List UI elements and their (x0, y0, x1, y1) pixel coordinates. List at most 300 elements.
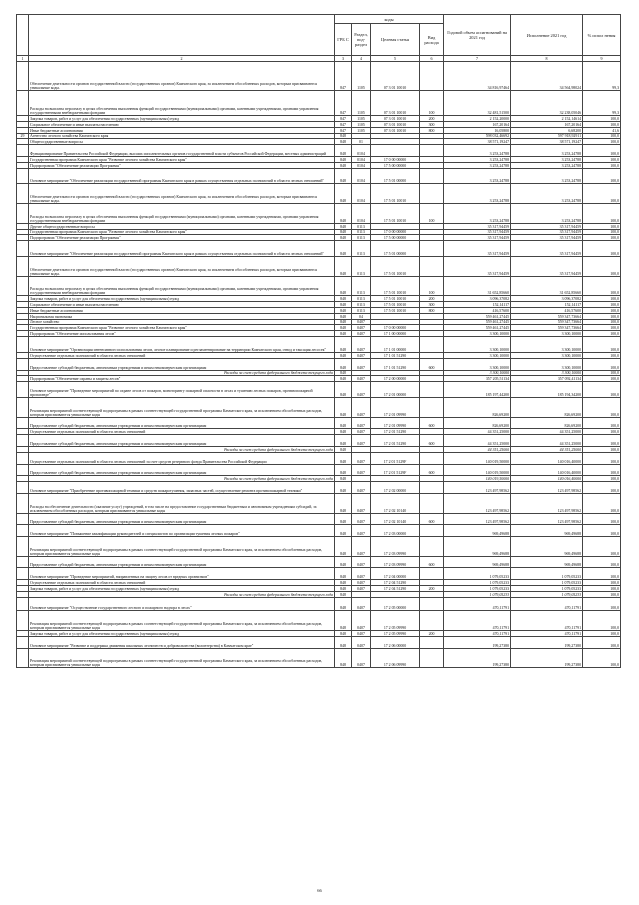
row-executed-amount: 199,27380 (511, 648, 583, 668)
row-number (17, 513, 29, 525)
row-execution-percent: 100,0 (583, 585, 621, 591)
row-execution-percent: 100,0 (583, 184, 621, 204)
row-planned-amount: 35 317,94459 (444, 229, 511, 235)
row-planned-amount: 123 497,98562 (444, 493, 511, 513)
column-number: 2 (29, 56, 335, 62)
row-execution-percent: 100,0 (583, 493, 621, 513)
row-expense-type (420, 382, 444, 398)
row-executed-amount: 35 317,94459 (511, 223, 583, 229)
row-execution-percent: 100,0 (583, 429, 621, 435)
row-planned-amount: 3 300,10000 (444, 331, 511, 337)
row-description: Осуществление отдельных полномочий в области лесных отношений (29, 352, 335, 358)
row-execution-percent: 100,0 (583, 464, 621, 476)
row-executed-amount: 1 079,05233 (511, 591, 583, 597)
row-executed-amount: 123 497,98562 (511, 493, 583, 513)
row-planned-amount: 199,27380 (444, 636, 511, 648)
row-section-code: 0407 (352, 568, 371, 580)
row-executed-amount: 3 253,24788 (511, 145, 583, 157)
row-expense-type (420, 537, 444, 557)
row-description: Подпрограмма "Обеспечение реализации Программы" (29, 162, 335, 168)
row-description: Закупка товаров, работ и услуг для обеспечения государственных (муниципальных) нужд (29, 631, 335, 637)
row-section-code: 0113 (352, 256, 371, 276)
row-grbs-code: 848 (335, 429, 352, 435)
row-number (17, 452, 29, 464)
table-row (17, 482, 621, 494)
row-grbs-code: 848 (335, 648, 352, 668)
row-execution-percent: 100,0 (583, 256, 621, 276)
row-description: Основное мероприятие "Повышение квалификации руководителей и специалистов по организации тушения лесных пожаров" (29, 525, 335, 537)
row-section-code: 0104 (352, 184, 371, 204)
row-execution-percent: 100,0 (583, 325, 621, 331)
row-planned-amount: 1 079,05233 (444, 591, 511, 597)
row-planned-amount: 3 253,24788 (444, 184, 511, 204)
row-execution-percent: 100,0 (583, 313, 621, 319)
row-number (17, 337, 29, 353)
row-executed-amount: 3 253,24788 (511, 168, 583, 184)
row-number (17, 493, 29, 513)
row-section-code: 0407 (352, 382, 371, 398)
row-grbs-code: 848 (335, 435, 352, 447)
row-section-code: 0407 (352, 429, 371, 435)
row-section-code: 0407 (352, 435, 371, 447)
row-section-code: 04 (352, 313, 371, 319)
row-number (17, 417, 29, 429)
row-section-code: 0113 (352, 301, 371, 307)
row-section-code: 0407 (352, 376, 371, 382)
row-target-code: 17 5 01 10010 (371, 301, 420, 307)
row-target-code: 17 2 03 09990 (371, 556, 420, 568)
row-section-code: 0407 (352, 525, 371, 537)
row-executed-amount: 140 016,40000 (511, 464, 583, 476)
row-target-code: 17 2 01 51290 (371, 429, 420, 435)
row-expense-type (420, 597, 444, 611)
row-executed-amount: 2 152,14614 (511, 115, 583, 121)
row-number (17, 91, 29, 116)
row-description: Основное мероприятие "Обеспечение реализации государственной программы Камчатского края в рамках осуществления отдельных полномочий в области лесных отношений" (29, 168, 335, 184)
row-grbs-code: 848 (335, 296, 352, 302)
row-planned-amount: 35 317,94459 (444, 223, 511, 229)
row-description: Государственная программа Камчатского края "Развитие лесного хозяйства Камчатского края" (29, 325, 335, 331)
row-grbs-code: 847 (335, 62, 352, 91)
row-section-code: 0407 (352, 464, 371, 476)
row-target-code: 17 5 01 10010 (371, 296, 420, 302)
row-number (17, 435, 29, 447)
row-execution-percent: 100,0 (583, 331, 621, 337)
row-planned-amount: 35 317,94459 (444, 256, 511, 276)
row-execution-percent: 100,0 (583, 223, 621, 229)
row-planned-amount: 3 253,24788 (444, 157, 511, 163)
row-grbs-code: 848 (335, 139, 352, 145)
row-section-code: 0407 (352, 352, 371, 358)
row-expense-type: 600 (420, 556, 444, 568)
row-grbs-code: 848 (335, 631, 352, 637)
row-expense-type (420, 568, 444, 580)
row-execution-percent: 100,0 (583, 337, 621, 353)
column-number: 4 (352, 56, 371, 62)
row-execution-percent: 100,0 (583, 636, 621, 648)
row-executed-amount: 38 571,19247 (511, 139, 583, 145)
table-row (17, 556, 621, 568)
row-grbs-code: 848 (335, 133, 352, 139)
row-execution-percent: 100,0 (583, 631, 621, 637)
row-section-code: 0407 (352, 482, 371, 494)
row-executed-amount: 3 253,24788 (511, 204, 583, 224)
row-target-code: 07 3 01 10010 (371, 91, 420, 116)
row-description: Расходы за счет средств федерального бюджета текущего года (29, 591, 335, 597)
row-section-code: 0407 (352, 636, 371, 648)
row-expense-type: 100 (420, 204, 444, 224)
row-grbs-code: 848 (335, 597, 352, 611)
row-grbs-code: 848 (335, 417, 352, 429)
row-section-code: 0104 (352, 204, 371, 224)
row-execution-percent: 100,0 (583, 145, 621, 157)
row-grbs-code: 848 (335, 313, 352, 319)
row-number (17, 482, 29, 494)
row-section-code: 0407 (352, 580, 371, 586)
row-execution-percent: 100,0 (583, 204, 621, 224)
row-grbs-code: 848 (335, 376, 352, 382)
row-execution-percent: 100,0 (583, 358, 621, 370)
row-execution-percent: 99,3 (583, 62, 621, 91)
table-row (17, 493, 621, 513)
row-planned-amount: 2 152,20000 (444, 115, 511, 121)
row-executed-amount: 559 347,73664 (511, 325, 583, 331)
row-target-code: 17 2 04 51290 (371, 580, 420, 586)
row-grbs-code: 847 (335, 115, 352, 121)
row-executed-amount: 969,49688 (511, 556, 583, 568)
header-type: Вид расхода (420, 24, 444, 56)
row-planned-amount: 3 300,10000 (444, 337, 511, 353)
row-section-code: 0113 (352, 229, 371, 235)
row-execution-percent: 100,0 (583, 307, 621, 313)
row-description: Обеспечение деятельности органов государственной власти (государственных органов) Камчатского края, за исключением обособленных расходов, которым присваиваются уникальные коды. (29, 184, 335, 204)
row-grbs-code: 848 (335, 591, 352, 597)
row-executed-amount: 3 300,10000 (511, 358, 583, 370)
row-planned-amount: 16,05800 (444, 127, 511, 133)
row-target-code (371, 145, 420, 157)
row-grbs-code: 847 (335, 121, 352, 127)
row-section-code: 0407 (352, 631, 371, 637)
row-description: Обеспечение деятельности органов государственной власти (государственных органов) Камчатского края, за исключением обособленных расходов, которым присваиваются уникальные коды. (29, 62, 335, 91)
row-description: Расходы на выплаты персоналу в целях обеспечения выполнения функций государственными (муниципальными) органами, казенными учреждениями, органами управления государственными внебюджетными фондами (29, 91, 335, 116)
row-section-code: 0104 (352, 162, 371, 168)
row-planned-amount: 31 652,85660 (444, 276, 511, 296)
row-execution-percent: 100,0 (583, 352, 621, 358)
row-target-code: 17 2 01 5129F (371, 452, 420, 464)
row-expense-type (420, 525, 444, 537)
row-planned-amount: 969,49688 (444, 525, 511, 537)
row-description: Агентство лесного хозяйства Камчатского края (29, 133, 335, 139)
row-expense-type (420, 452, 444, 464)
header-codes: коды (335, 15, 444, 24)
row-executed-amount: 826,69200 (511, 397, 583, 417)
row-executed-amount: 559 347,73664 (511, 313, 583, 319)
row-description: Функционирование Правительства Российской Федерации, высших исполнительных органов государственной власти субъектов Российской Федерации, местных администраций (29, 145, 335, 157)
row-expense-type (420, 337, 444, 353)
row-description: Закупка товаров, работ и услуг для обеспечения государственных (муниципальных) нужд (29, 296, 335, 302)
row-target-code: 07 3 01 10010 (371, 115, 420, 121)
header-desc-cell (29, 15, 335, 56)
row-executed-amount: 597 918,92911 (511, 133, 583, 139)
row-planned-amount: 167,20164 (444, 121, 511, 127)
row-section-code: 0113 (352, 307, 371, 313)
row-planned-amount: 598 032,46692 (444, 133, 511, 139)
row-expense-type (420, 648, 444, 668)
table-row (17, 648, 621, 668)
row-target-code: 17 2 01 09990 (371, 417, 420, 429)
row-number (17, 597, 29, 611)
row-executed-amount: 3 300,10000 (511, 337, 583, 353)
row-executed-amount: 470,11791 (511, 597, 583, 611)
row-description: Другие общегосударственные вопросы (29, 223, 335, 229)
row-planned-amount: 3 253,24788 (444, 204, 511, 224)
row-grbs-code: 848 (335, 256, 352, 276)
row-planned-amount: 3 300,10000 (444, 352, 511, 358)
row-number (17, 525, 29, 537)
row-target-code: 17 2 01 09990 (371, 397, 420, 417)
row-description: Основное мероприятие "Проведение мероприятий, направленных на защиту лесов от вредных организмов" (29, 568, 335, 580)
row-grbs-code: 848 (335, 184, 352, 204)
row-description: Осуществление отдельных полномочий в области лесных отношений (29, 429, 335, 435)
row-section-code: 0407 (352, 397, 371, 417)
column-number: 9 (583, 56, 621, 62)
row-expense-type (420, 256, 444, 276)
table-row (17, 168, 621, 184)
row-planned-amount: 559 461,27445 (444, 319, 511, 325)
row-number (17, 556, 29, 568)
row-section-code: 1105 (352, 62, 371, 91)
column-number: 6 (420, 56, 444, 62)
row-expense-type (420, 482, 444, 494)
row-target-code: 17 0 00 00000 (371, 325, 420, 331)
row-planned-amount: 357 205,51134 (444, 376, 511, 382)
row-section-code: 0407 (352, 452, 371, 464)
row-section-code: 0104 (352, 145, 371, 157)
row-description: Расходы за счет средств федерального бюджета текущего года (29, 476, 335, 482)
row-target-code: 07 3 01 10010 (371, 121, 420, 127)
row-description: Социальное обеспечение и иные выплаты населению (29, 121, 335, 127)
column-number: 8 (511, 56, 583, 62)
row-planned-amount: 34 816,97464 (444, 62, 511, 91)
row-execution-percent: 100,0 (583, 241, 621, 257)
row-grbs-code: 847 (335, 127, 352, 133)
row-planned-amount: 3 300,10000 (444, 358, 511, 370)
row-number (17, 648, 29, 668)
row-execution-percent: 100,0 (583, 611, 621, 631)
row-target-code: 17 5 01 10010 (371, 256, 420, 276)
row-execution-percent: 100,0 (583, 382, 621, 398)
header-exec: Исполнение 2021 год (511, 15, 583, 56)
row-executed-amount: 3 300,10000 (511, 370, 583, 376)
row-execution-percent: 100,0 (583, 452, 621, 464)
row-expense-type (420, 62, 444, 91)
row-executed-amount: 35 317,94459 (511, 235, 583, 241)
row-description: Основное мероприятие "Проведение мероприятий по охране лесов от пожаров, мониторингу пожарной опасности в лесах и тушению лесных пожаров, противопожарной пропаганде" (29, 382, 335, 398)
row-grbs-code: 848 (335, 319, 352, 325)
row-section-code: 0407 (352, 325, 371, 331)
row-execution-percent: 100,0 (583, 139, 621, 145)
row-section-code: 1105 (352, 121, 371, 127)
row-target-code: 17 2 03 09990 (371, 537, 420, 557)
row-execution-percent: 100,0 (583, 580, 621, 586)
row-number (17, 145, 29, 157)
row-executed-amount: 969,49688 (511, 537, 583, 557)
row-target-code: 17 1 01 00000 (371, 337, 420, 353)
row-execution-percent: 100,0 (583, 446, 621, 452)
row-target-code: 17 2 02 10140 (371, 513, 420, 525)
row-number (17, 358, 29, 370)
row-grbs-code: 847 (335, 91, 352, 116)
row-execution-percent: 100,0 (583, 525, 621, 537)
row-section-code: 0113 (352, 241, 371, 257)
row-target-code: 17 5 01 10010 (371, 307, 420, 313)
row-description: Основное мероприятие "Приобретение противопожарной техники и средств пожаротушения, запасных частей, осуществление ремонта противопожарной техники" (29, 482, 335, 494)
row-grbs-code: 848 (335, 452, 352, 464)
row-grbs-code: 848 (335, 513, 352, 525)
row-target-code: 17 2 05 09990 (371, 611, 420, 631)
row-grbs-code: 848 (335, 223, 352, 229)
row-description: Реализация мероприятий соответствующей подпрограммы в рамках соответствующей государственной программы Камчатского края, за исключением обособленных расходов, которым присваиваются уникальные коды (29, 397, 335, 417)
row-section-code: 0113 (352, 276, 371, 296)
row-expense-type: 200 (420, 631, 444, 637)
row-description: Основное мероприятие "Развитие и поддержка движения школьных лесничеств и добровольчества (волонтерства) в Камчатском крае" (29, 636, 335, 648)
table-row (17, 204, 621, 224)
row-description: Подпрограмма "Обеспечение охраны и защиты лесов" (29, 376, 335, 382)
row-description: Расходы за счет средств федерального бюджета текущего года (29, 370, 335, 376)
row-execution-percent: 99,3 (583, 91, 621, 116)
row-executed-amount: 969,49688 (511, 525, 583, 537)
row-target-code: 17 5 01 10010 (371, 276, 420, 296)
row-expense-type: 600 (420, 464, 444, 476)
column-number: 1 (17, 56, 29, 62)
row-expense-type: 200 (420, 585, 444, 591)
row-expense-type: 600 (420, 417, 444, 429)
row-description: Предоставление субсидий бюджетным, автономным учреждениям и иным некоммерческим организациям (29, 358, 335, 370)
row-expense-type (420, 636, 444, 648)
row-expense-type: 100 (420, 276, 444, 296)
row-planned-amount: 38 571,19247 (444, 139, 511, 145)
row-section-code: 0407 (352, 331, 371, 337)
row-planned-amount: 559 461,27445 (444, 325, 511, 331)
row-grbs-code: 848 (335, 168, 352, 184)
row-execution-percent: 100,0 (583, 168, 621, 184)
row-target-code: 17 2 01 00000 (371, 382, 420, 398)
row-execution-percent: 100,0 (583, 435, 621, 447)
column-number: 7 (444, 56, 511, 62)
row-target-code: 17 2 05 09990 (371, 631, 420, 637)
row-grbs-code: 848 (335, 525, 352, 537)
row-execution-percent: 41,6 (583, 127, 621, 133)
row-planned-amount: 140 019,50000 (444, 476, 511, 482)
row-grbs-code: 848 (335, 568, 352, 580)
row-executed-amount: 3 253,24788 (511, 157, 583, 163)
row-expense-type: 100 (420, 91, 444, 116)
row-execution-percent: 100,0 (583, 296, 621, 302)
row-grbs-code: 848 (335, 276, 352, 296)
row-number (17, 276, 29, 296)
row-target-code: 17 5 01 00000 (371, 168, 420, 184)
row-executed-amount: 32 238,05046 (511, 91, 583, 116)
row-section-code: 0407 (352, 585, 371, 591)
row-execution-percent: 100,0 (583, 276, 621, 296)
row-grbs-code: 848 (335, 235, 352, 241)
row-grbs-code: 848 (335, 556, 352, 568)
row-section-code: 0407 (352, 493, 371, 513)
row-planned-amount: 199,27380 (444, 648, 511, 668)
row-executed-amount: 1 079,05233 (511, 585, 583, 591)
row-number (17, 204, 29, 224)
row-section-code: 0407 (352, 597, 371, 611)
row-number (17, 397, 29, 417)
row-description: Расходы на выплаты персоналу в целях обеспечения выполнения функций государственными (муниципальными) органами, казенными учреждениями, органами управления государственными внебюджетными фондами (29, 276, 335, 296)
row-section-code: 0104 (352, 168, 371, 184)
row-execution-percent: 100,0 (583, 597, 621, 611)
row-target-code: 17 2 00 00000 (371, 376, 420, 382)
row-planned-amount: 826,69200 (444, 417, 511, 429)
row-target-code: 17 2 05 00000 (371, 597, 420, 611)
column-number: 3 (335, 56, 352, 62)
row-section-code: 0407 (352, 417, 371, 429)
row-expense-type: 200 (420, 296, 444, 302)
row-target-code: 17 5 00 00000 (371, 235, 420, 241)
row-grbs-code: 848 (335, 397, 352, 417)
row-section-code: 01 (352, 139, 371, 145)
header-num-cell (17, 15, 29, 56)
row-target-code: 17 0 00 00000 (371, 157, 420, 163)
row-executed-amount: 3 253,24788 (511, 184, 583, 204)
row-target-code: 17 2 04 51290 (371, 585, 420, 591)
row-description: Основное мероприятие "Организация интенсивного использования лесов, лесное планирование и регламентирование на территории Камчатского края, отвод и таксация лесосек" (29, 337, 335, 353)
row-grbs-code: 848 (335, 352, 352, 358)
header-target: Целевая статья (371, 24, 420, 56)
row-target-code: 17 1 01 51290 (371, 352, 420, 358)
row-execution-percent: 100,0 (583, 648, 621, 668)
row-planned-amount: 185 197,44200 (444, 382, 511, 398)
table-row (17, 241, 621, 257)
row-executed-amount: 185 194,34200 (511, 382, 583, 398)
row-expense-type: 200 (420, 115, 444, 121)
row-planned-amount: 44 351,25000 (444, 429, 511, 435)
row-description: Основное мероприятие "Осуществление государственного лесного и пожарного надзора в лесах" (29, 597, 335, 611)
row-expense-type (420, 397, 444, 417)
row-grbs-code: 848 (335, 636, 352, 648)
row-executed-amount: 1 079,05233 (511, 568, 583, 580)
row-section-code: 0407 (352, 611, 371, 631)
table-row (17, 435, 621, 447)
row-executed-amount: 34 564,98024 (511, 62, 583, 91)
row-execution-percent: 100,0 (583, 376, 621, 382)
row-grbs-code: 848 (335, 229, 352, 235)
table-row (17, 397, 621, 417)
row-expense-type (420, 241, 444, 257)
table-header (17, 15, 621, 62)
row-section-code: 0407 (352, 358, 371, 370)
row-execution-percent: 100,0 (583, 513, 621, 525)
row-description: Общегосударственные вопросы (29, 139, 335, 145)
row-section-code: 0407 (352, 513, 371, 525)
row-number (17, 184, 29, 204)
row-planned-amount: 152,14117 (444, 301, 511, 307)
row-execution-percent: 100,0 (583, 157, 621, 163)
row-executed-amount: 559 347,73664 (511, 319, 583, 325)
row-planned-amount: 3 300,10000 (444, 370, 511, 376)
row-target-code: 17 5 01 10010 (371, 184, 420, 204)
row-planned-amount: 3 253,24788 (444, 162, 511, 168)
table-row (17, 256, 621, 276)
row-target-code: 17 2 01 5129F (371, 464, 420, 476)
row-expense-type: 600 (420, 358, 444, 370)
row-execution-percent: 100,0 (583, 301, 621, 307)
